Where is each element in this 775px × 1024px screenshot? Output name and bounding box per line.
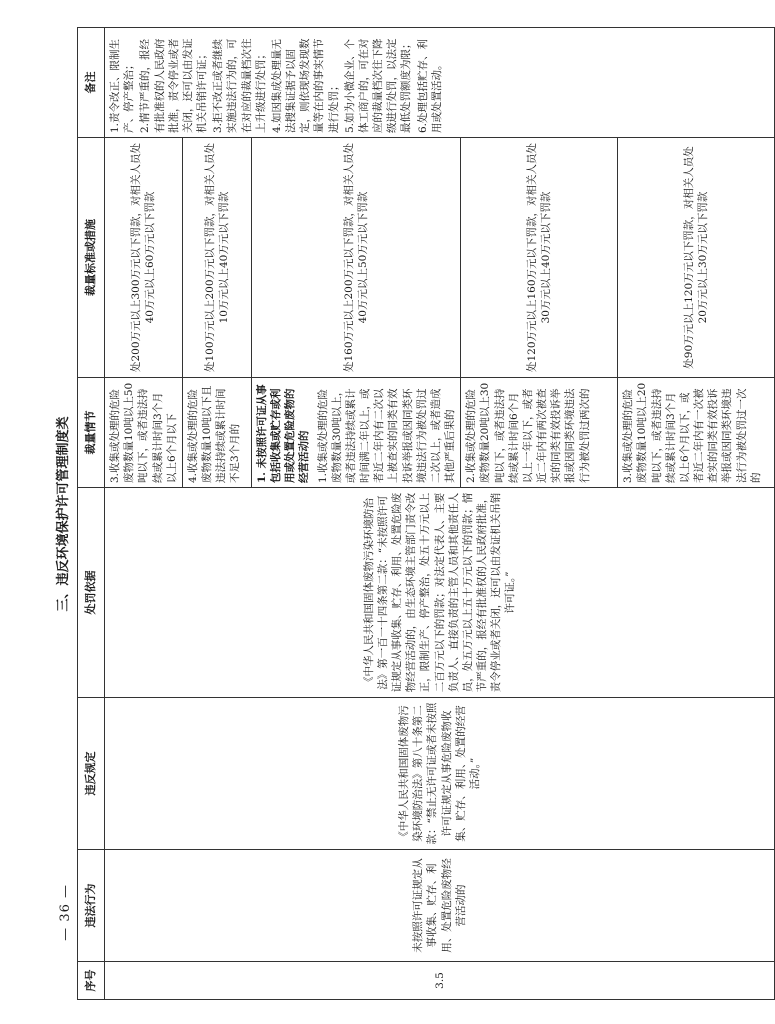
cell-act: 未按照许可证规定从事收集、贮存、利用、处置危险废物经营活动的 — [105, 850, 775, 962]
rotated-table-sheet — [53, 28, 762, 1000]
note-line: 2.情节严重的，报经有批准权的人民政府批准，责令停业或者关闭，还可以由发证机关吊销许可证； — [139, 38, 209, 133]
header-standard: 裁量标准或措施 — [78, 138, 105, 378]
header-note: 备注 — [78, 28, 105, 138]
cell-notes — [105, 28, 775, 138]
note-line: 5.如为小微企业、个体工商户的，可在对应的裁量档次往下降级进行处罚，以法定最低处罚额度为限； — [343, 38, 413, 133]
cell-seq: 3.5 — [105, 962, 775, 1000]
cell-standard-1: 处160万元以上200万元以下罚款，对相关人员处40万元以上50万元以下罚款 — [251, 138, 460, 378]
cell-standard-top-a: 处200万元以上300万元以下罚款，对相关人员处40万元以上60万元以下罚款 — [105, 138, 183, 378]
note-line: 1.责令改正、限制生产、停产整治； — [109, 38, 136, 133]
cell-circumstance-1 — [251, 378, 460, 488]
cell-circumstance-top-a: 3.收集或处理的危险废物数量10吨以上50吨以下，或者违法持续或累计时间3个月以上6个月以下 — [105, 378, 183, 488]
cell-rule: 《中华人民共和国固体废物污染环境防治法》第八十条第二款：“禁止无许可证或者未按照许可证规定从事危险废物收集、贮存、利用、处置的经营活动。” — [105, 698, 775, 850]
sub-act-label: 1. 未按照许可证从事包括收集或贮存或利用或处置危险废物的经营活动的 — [255, 384, 311, 483]
table-header-row — [78, 28, 105, 1000]
note-line: 6.处理包括贮存、利用或处置活动。 — [416, 38, 443, 133]
note-line: 4.如因集成处理量无法搜集证据予以固定，则依现场发现数量等在内的事实情节进行处罚； — [270, 38, 340, 133]
header-basis: 处罚依据 — [78, 488, 105, 698]
cell-circumstance-3: 3.收集或处理的危险废物数量10吨以上20吨以下，或者违法持续或累计时间3个月以上6个月以下，或者近二年内有一次被查实的同类有效投诉举报或因同类环境违法行为被处罚过一次的 — [618, 378, 775, 488]
table-row — [105, 28, 183, 1000]
cell-standard-top-b: 处100万元以上200万元以下罚款，对相关人员处10万元以上40万元以下罚款 — [182, 138, 251, 378]
header-circumstance: 裁量情节 — [78, 378, 105, 488]
cell-standard-3: 处90万元以上120万元以下罚款，对相关人员处20万元以上30万元以下罚款 — [618, 138, 775, 378]
circumstance-text: 1.收集或处理的危险废物数量30吨以上，或者违法持续或累计时间满二年以上，或者近二年内有二次以上被查实的同类有效投诉举报或因同类环境违法行为被处罚过二次以上，或者造成其他严重后果的 — [316, 385, 457, 483]
table-title: 三、违反环境保护许可管理制度类 — [56, 416, 71, 612]
cell-circumstance-2: 2.收集或处理的危险废物数量20吨以上30吨以下，或者违法持续或累计时间6个月以上一年以下，或者近二年内有两次被查实的同类有效投诉举报或因同类环境违法行为被处罚过两次的 — [461, 378, 618, 488]
cell-basis: 《中华人民共和国固体废物污染环境防治法》第一百一十四条第二款：“未按照许可证规定从事收集、贮存、利用、处置危险废物经营活动的，由生态环境主管部门责令改正，限制生产、停产整治，处五十万元以上二百万元以下的罚款；对法定代表人、主要负责人、直接负责的主管人员和其他责任人员，处五万元以上五十万元以下的罚款；情节严重的，报经有批准权的人民政府批准，责令停业或者关闭，还可以由发证机关吊销许可证。” — [105, 488, 775, 698]
penalty-table — [77, 27, 775, 1000]
cell-standard-2: 处120万元以上160万元以下罚款，对相关人员处30万元以上40万元以下罚款 — [461, 138, 618, 378]
page-number: — 36 — — [57, 883, 73, 941]
header-act: 违法行为 — [78, 850, 105, 962]
header-rule: 违反规定 — [78, 698, 105, 850]
note-line: 3.拒不改正或者继续实施违法行为的，可在对应的裁量档次往上升级进行处罚； — [212, 38, 267, 133]
cell-circumstance-top-b: 4.收集或处理的危险废物数量10吨以下且违法持续或累计时间不足3个月的 — [182, 378, 251, 488]
header-seq: 序号 — [78, 962, 105, 1000]
